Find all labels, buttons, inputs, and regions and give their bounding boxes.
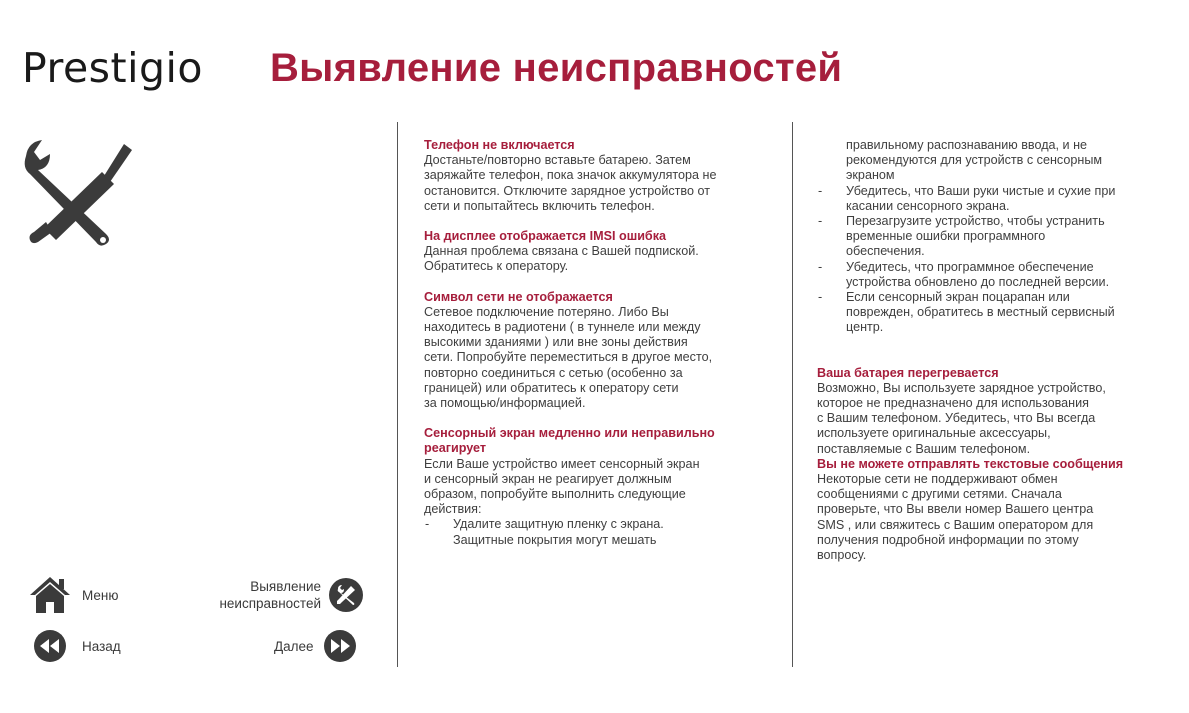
list-item: [817, 290, 1179, 336]
text-line: которое не предназначено для использования: [817, 396, 1089, 411]
text-line: рекомендуются для устройств с сенсорным: [846, 153, 1103, 168]
section-heading: Телефон не включается: [424, 138, 575, 152]
text-line: поставляемые с Вашим телефоном.: [817, 441, 1031, 456]
troubleshooting-link[interactable]: [206, 578, 363, 612]
troubleshooting-icon: [329, 578, 363, 612]
text-line: находитесь в радиотени ( в туннеле или между: [424, 320, 701, 335]
menu-link[interactable]: [28, 575, 119, 615]
troubleshooting-label: [206, 578, 321, 612]
page-title: Выявление неисправностей: [270, 46, 843, 90]
text-line: и сенсорный экран не реагирует должным: [424, 471, 672, 486]
text-line: Удалите защитную пленку с экрана.: [453, 517, 664, 532]
text-line: центр.: [846, 320, 884, 335]
troubleshooting-label-line1: Выявление: [250, 579, 321, 594]
text-line: остановится. Отключите зарядное устройство от: [424, 183, 710, 198]
bullet-list: [424, 517, 786, 547]
text-line: Сетевое подключение потеряно. Либо Вы: [424, 304, 669, 319]
text-line: заряжайте телефон, пока значок аккумулятора не: [424, 168, 717, 183]
text-line: Если сенсорный экран поцарапан или: [846, 290, 1070, 305]
text-line: действия:: [424, 502, 482, 517]
next-label: Далее: [274, 638, 314, 654]
text-line: сообщениями с другими сетями. Сначала: [817, 487, 1062, 502]
text-line: Если Ваше устройство имеет сенсорный экран: [424, 456, 700, 471]
text-line: SMS , или свяжитесь с Вашим оператором для: [817, 517, 1094, 532]
list-item: [817, 184, 1179, 214]
text-line: границей) или обратитесь к оператору сети: [424, 380, 679, 395]
tools-icon: [20, 136, 135, 248]
text-column-2: [817, 138, 1179, 563]
text-line: высокими зданиями ) или вне зоны действия: [424, 335, 688, 350]
text-line: используете оригинальные аксессуары,: [817, 426, 1051, 441]
section-heading: Ваша батарея перегревается: [817, 365, 999, 380]
brand-logo: Prestigio: [22, 44, 204, 92]
text-line: Защитные покрытия могут мешать: [453, 532, 657, 547]
troubleshooting-label-line2: неисправностей: [219, 596, 321, 611]
text-line: Достаньте/повторно вставьте батарею. Затем: [424, 153, 691, 168]
text-line: получения подробной информации по этому: [817, 532, 1079, 547]
back-label: Назад: [82, 638, 121, 654]
text-line: касании сенсорного экрана.: [846, 198, 1010, 213]
back-icon: [34, 630, 66, 662]
list-item: [424, 517, 786, 547]
text-line: сети. Попробуйте переместиться в другое место,: [424, 350, 713, 365]
text-line: Убедитесь, что программное обеспечение: [846, 259, 1094, 274]
section-heading: На дисплее отображается IMSI ошибка: [424, 229, 667, 244]
home-icon: [28, 575, 72, 615]
text-line: за помощью/информацией.: [424, 396, 586, 411]
column-divider-1: [397, 122, 398, 667]
next-link[interactable]: [274, 630, 356, 662]
back-link[interactable]: [34, 630, 121, 662]
menu-label: Меню: [82, 587, 119, 603]
list-item: [817, 214, 1179, 260]
text-line: обеспечения.: [846, 244, 925, 259]
section-heading: Сенсорный экран медленно или неправильно: [424, 426, 715, 441]
text-line: правильному распознаванию ввода, и не: [846, 138, 1088, 152]
text-line: Возможно, Вы используете зарядное устройство,: [817, 380, 1106, 395]
text-line: вопросу.: [817, 548, 867, 563]
text-line: с Вашим телефоном. Убедитесь, что Вы всегда: [817, 411, 1096, 426]
text-line: поврежден, обратитесь в местный сервисный: [846, 305, 1115, 320]
text-line: Убедитесь, что Ваши руки чистые и сухие при: [846, 183, 1116, 198]
text-line: экраном: [846, 168, 895, 183]
section-heading: Символ сети не отображается: [424, 289, 613, 304]
text-line: временные ошибки программного: [846, 229, 1046, 244]
text-column-1: [424, 138, 786, 548]
text-line: устройства обновлено до последней версии.: [846, 274, 1110, 289]
text-line: Некоторые сети не поддерживают обмен: [817, 472, 1058, 487]
list-item: [817, 260, 1179, 290]
section-heading: реагирует: [424, 441, 487, 456]
next-icon: [324, 630, 356, 662]
text-line: Обратитесь к оператору.: [424, 259, 569, 274]
text-line: повторно соединиться с сетью (особенно за: [424, 365, 683, 380]
text-line: Перезагрузите устройство, чтобы устранить: [846, 214, 1105, 229]
text-line: образом, попробуйте выполнить следующие: [424, 487, 686, 502]
section-heading: Вы не можете отправлять текстовые сообщения: [817, 456, 1124, 471]
column-divider-2: [792, 122, 793, 667]
text-line: Данная проблема связана с Вашей подпиской.: [424, 244, 699, 259]
text-line: проверьте, что Вы ввели номер Вашего центра: [817, 502, 1094, 517]
text-line: сети и попытайтесь включить телефон.: [424, 198, 655, 213]
bullet-list: [817, 184, 1179, 336]
